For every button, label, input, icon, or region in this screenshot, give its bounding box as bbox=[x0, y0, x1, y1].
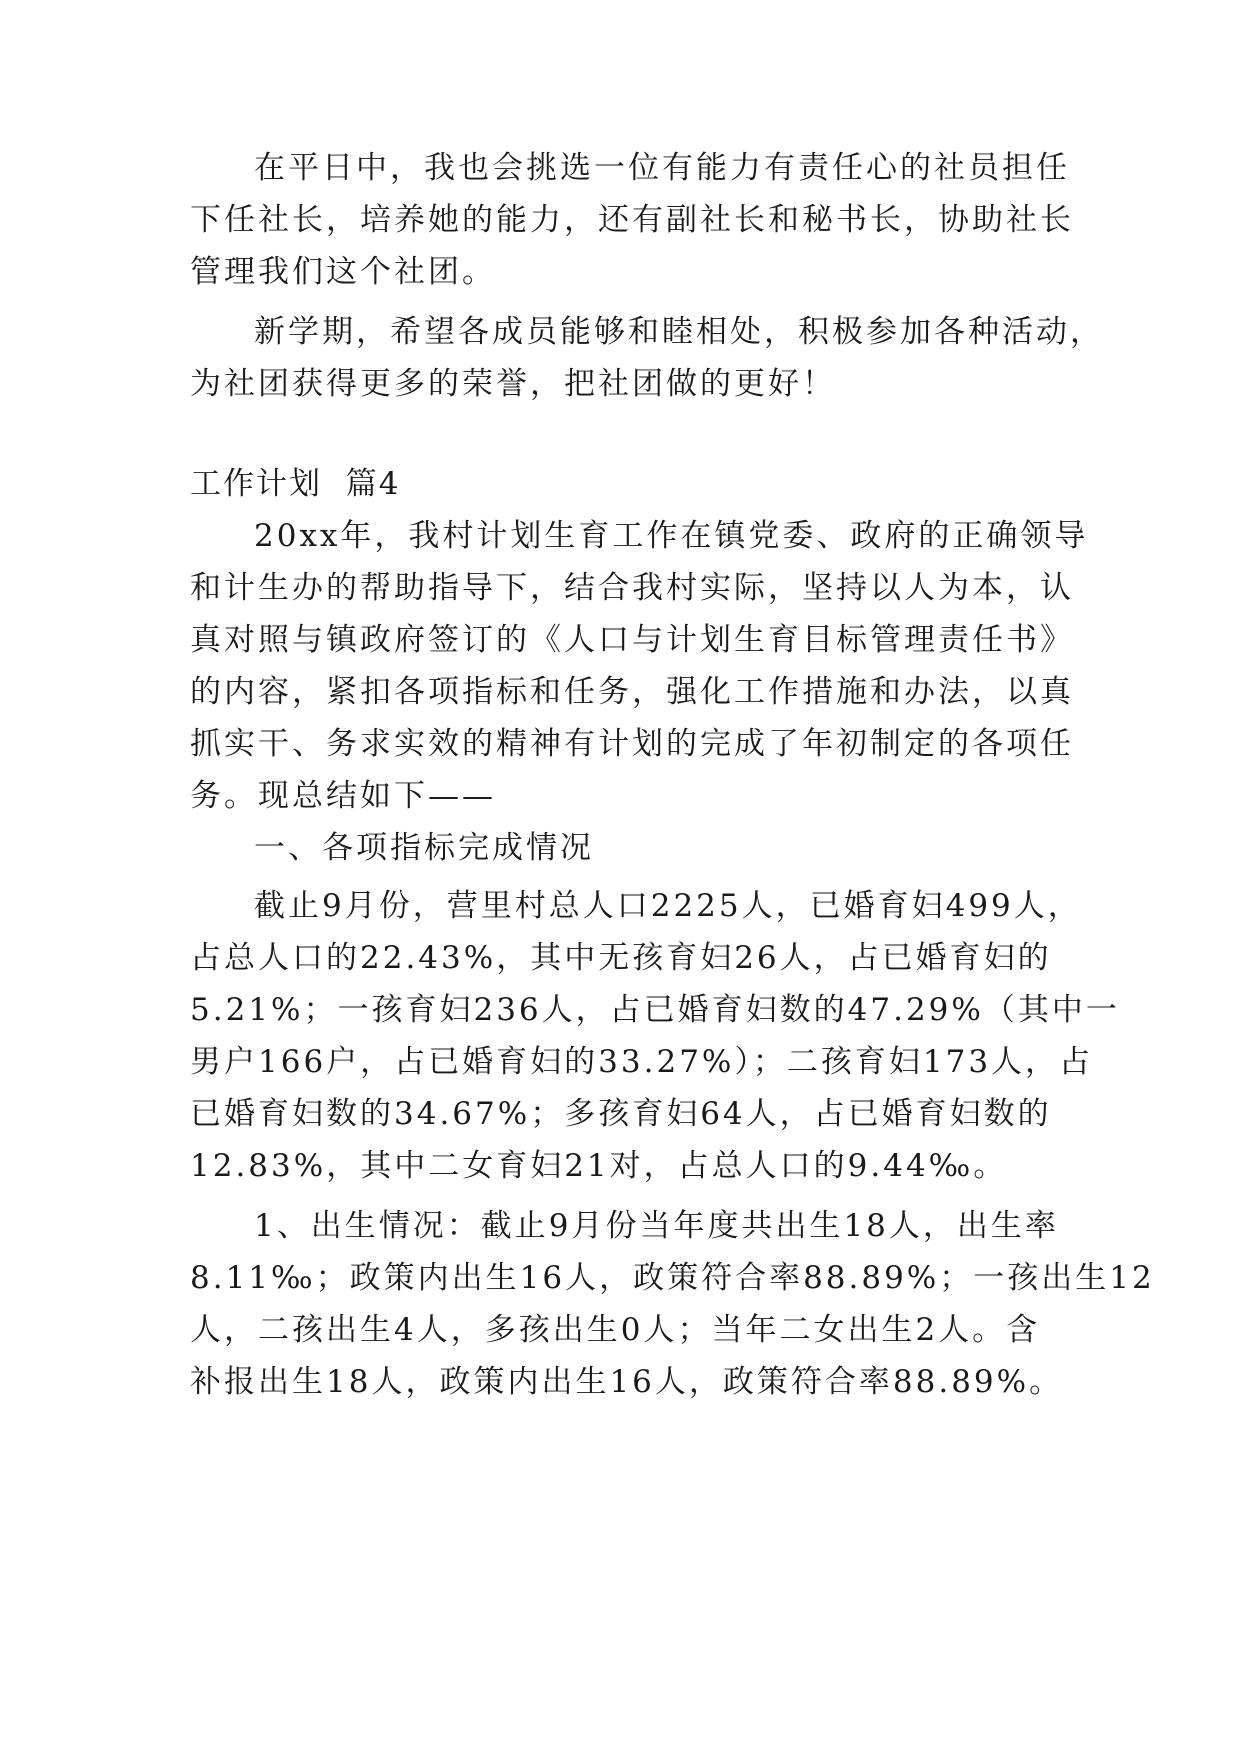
paragraph-line: 男户166户，占已婚育妇的33.27%）；二孩育妇173人，占 bbox=[190, 1044, 1094, 1080]
paragraph-line: 8.11‰；政策内出生16人，政策符合率88.89%；一孩出生12 bbox=[190, 1260, 1155, 1296]
paragraph-line: 抓实干、务求实效的精神有计划的完成了年初制定的各项任 bbox=[190, 726, 1074, 762]
paragraph-line: 和计生办的帮助指导下，结合我村实际，坚持以人为本，认 bbox=[190, 570, 1074, 606]
paragraph-line: 新学期，希望各成员能够和睦相处，积极参加各种活动， bbox=[254, 314, 1104, 350]
subheading: 一、各项指标完成情况 bbox=[254, 830, 594, 866]
paragraph-line: 12.83%，其中二女育妇21对，占总人口的9.44‰。 bbox=[190, 1148, 1008, 1184]
paragraph-line: 的内容，紧扣各项指标和任务，强化工作措施和办法，以真 bbox=[190, 674, 1074, 710]
paragraph-line: 在平日中，我也会挑选一位有能力有责任心的社员担任 bbox=[254, 150, 1070, 186]
paragraph-line: 20xx年，我村计划生育工作在镇党委、政府的正确领导 bbox=[254, 518, 1089, 554]
paragraph-line: 为社团获得更多的荣誉，把社团做的更好！ bbox=[190, 366, 836, 402]
paragraph-line: 补报出生18人，政策内出生16人，政策符合率88.89%。 bbox=[190, 1364, 1064, 1400]
paragraph-line: 1、出生情况：截止9月份当年度共出生18人，出生率 bbox=[254, 1208, 1059, 1244]
paragraph-line: 5.21%；一孩育妇236人，占已婚育妇数的47.29%（其中一 bbox=[190, 992, 1120, 1028]
paragraph-line: 人，二孩出生4人，多孩出生0人；当年二女出生2人。含 bbox=[190, 1312, 1041, 1348]
paragraph-line: 管理我们这个社团。 bbox=[190, 254, 496, 290]
paragraph-line: 截止9月份，营里村总人口2225人，已婚育妇499人， bbox=[254, 888, 1082, 924]
paragraph-line: 已婚育妇数的34.67%；多孩育妇64人，占已婚育妇数的 bbox=[190, 1096, 1052, 1132]
paragraph-line: 务。现总结如下—— bbox=[190, 778, 496, 814]
paragraph-line: 下任社长，培养她的能力，还有副社长和秘书长，协助社长 bbox=[190, 202, 1074, 238]
paragraph-line: 占总人口的22.43%，其中无孩育妇26人，占已婚育妇的 bbox=[190, 940, 1052, 976]
paragraph-line: 真对照与镇政府签订的《人口与计划生育目标管理责任书》 bbox=[190, 622, 1074, 658]
section-title: 工作计划 篇4 bbox=[190, 466, 401, 502]
